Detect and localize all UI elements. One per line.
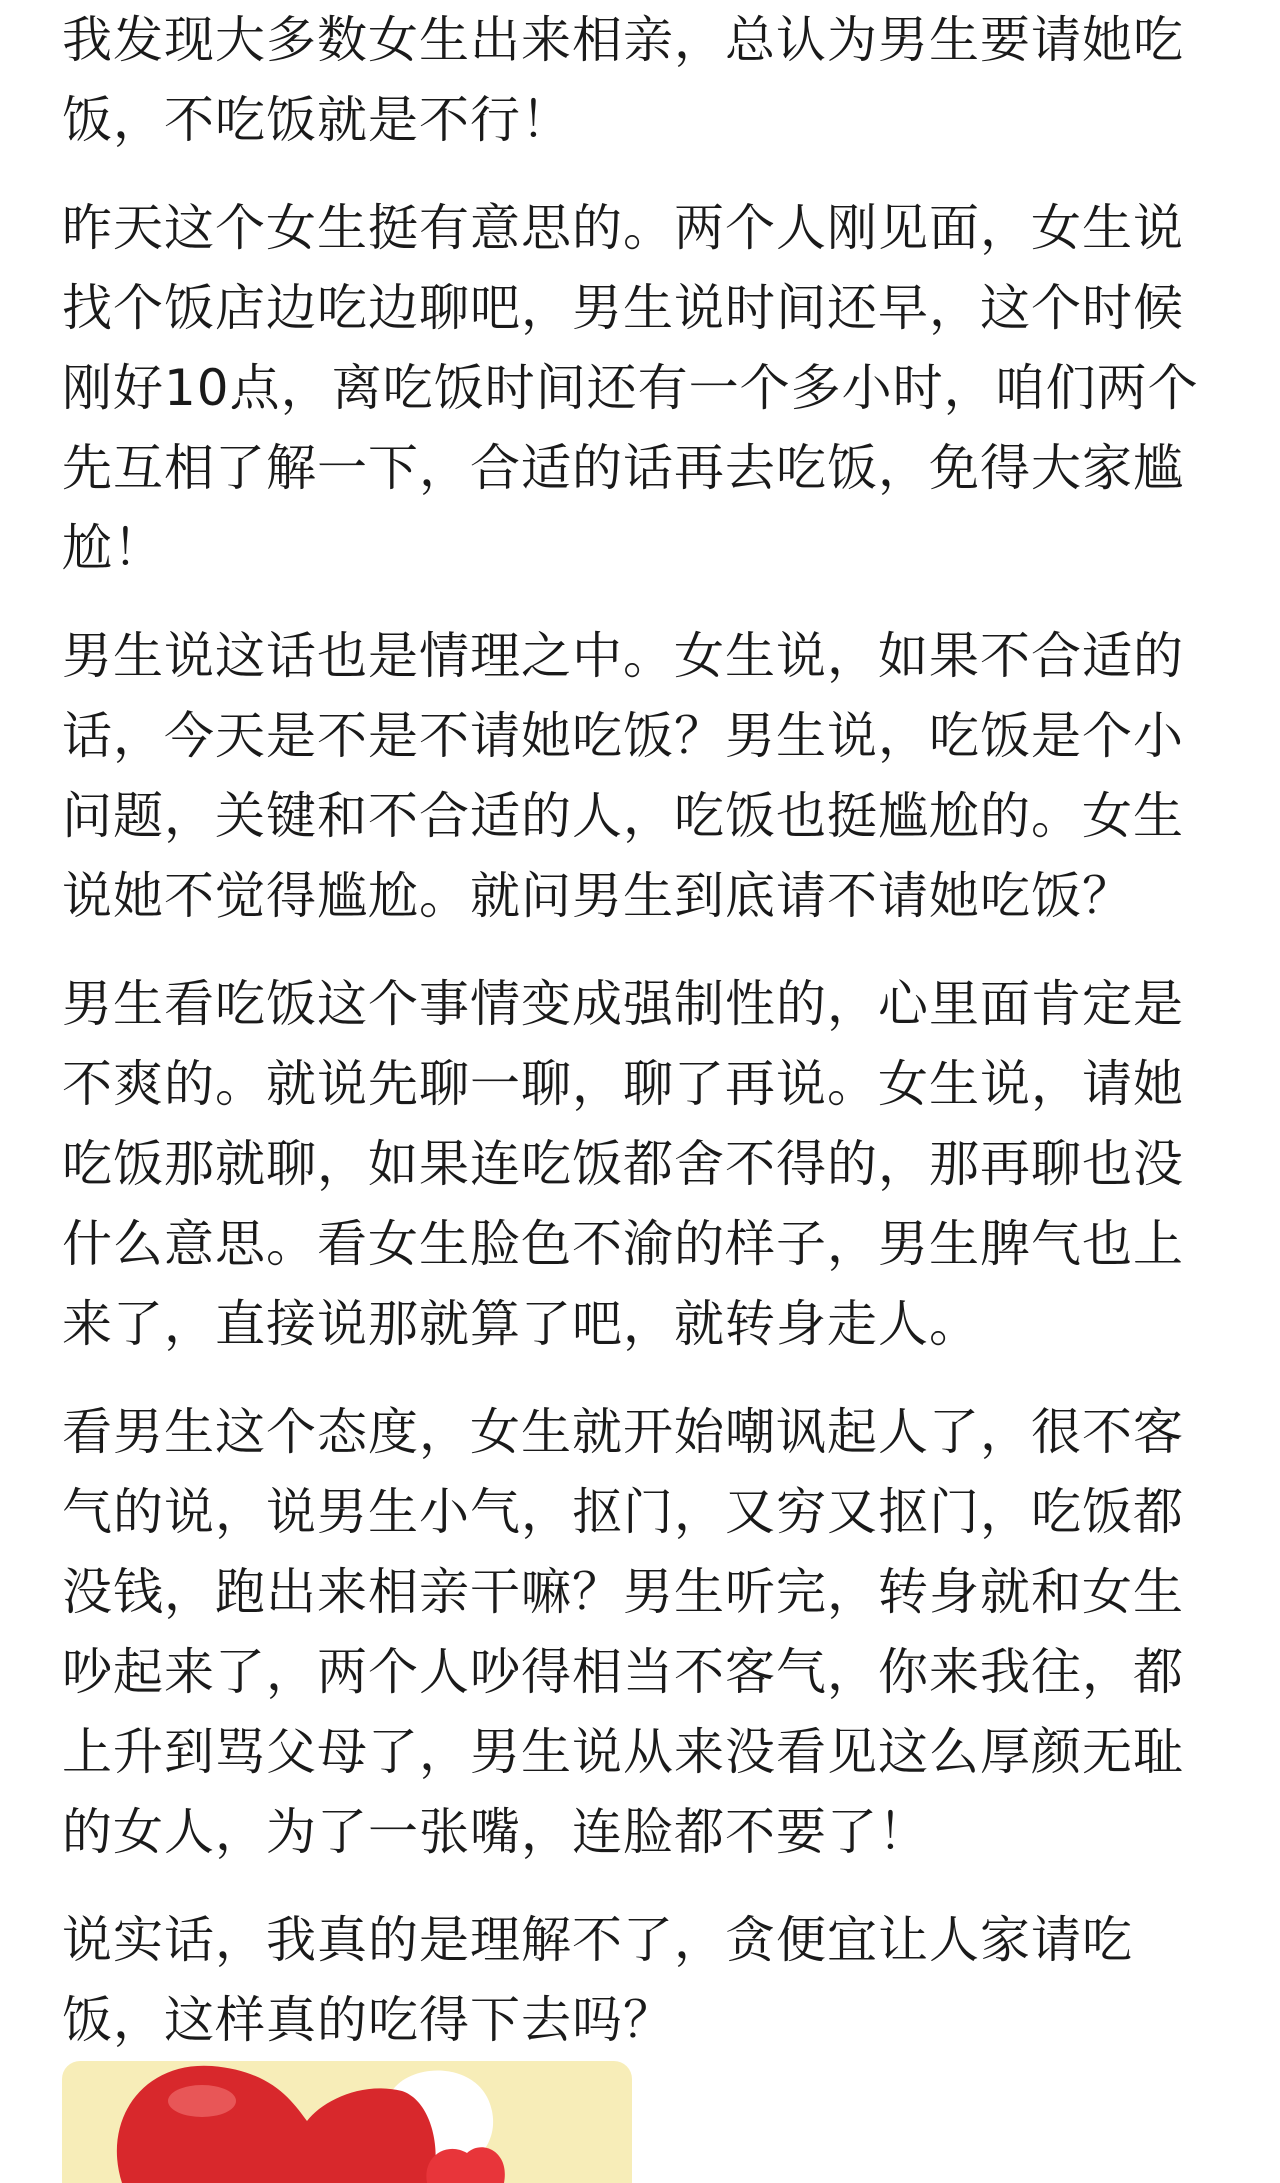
text-line: 吵起来了，两个人吵得相当不客气，你来我往，都 (62, 1643, 1184, 1701)
text-line: 的女人，为了一张嘴，连脸都不要了！ (62, 1803, 929, 1861)
text-line: 刚好10点，离吃饭时间还有一个多小时，咱们两个 (62, 359, 1199, 417)
paragraph-5 (62, 1392, 1222, 1872)
text-line: 我发现大多数女生出来相亲，总认为男生要请她吃 (62, 11, 1184, 69)
text-line: 看男生这个态度，女生就开始嘲讽起人了，很不客 (62, 1403, 1184, 1461)
heart-highlight (168, 2085, 236, 2117)
text-line: 话，今天是不是不请她吃饭？男生说，吃饭是个小 (62, 707, 1184, 765)
article-body (62, 0, 1222, 2060)
text-line: 气的说，说男生小气，抠门，又穷又抠门，吃饭都 (62, 1483, 1184, 1541)
text-line: 不爽的。就说先聊一聊，聊了再说。女生说，请她 (62, 1055, 1184, 1113)
text-line: 饭，这样真的吃得下去吗？ (62, 1991, 674, 2049)
text-line: 说她不觉得尴尬。就问男生到底请不请她吃饭？ (62, 867, 1133, 925)
paragraph-1 (62, 0, 1222, 160)
text-line: 什么意思。看女生脸色不渝的样子，男生脾气也上 (62, 1215, 1184, 1273)
text-line: 男生说这话也是情理之中。女生说，如果不合适的 (62, 627, 1184, 685)
text-line: 饭，不吃饭就是不行！ (62, 91, 572, 149)
big-red-heart (117, 2066, 436, 2183)
text-line: 吃饭那就聊，如果连吃饭都舍不得的，那再聊也没 (62, 1135, 1184, 1193)
paragraph-6 (62, 1900, 1222, 2060)
text-line: 先互相了解一下，合适的话再去吃饭，免得大家尴 (62, 439, 1184, 497)
paragraph-2 (62, 188, 1222, 588)
text-line: 找个饭店边吃边聊吧，男生说时间还早，这个时候 (62, 279, 1184, 337)
text-line: 昨天这个女生挺有意思的。两个人刚见面，女生说 (62, 199, 1184, 257)
article-image[interactable] (62, 2061, 632, 2183)
text-line: 男生看吃饭这个事情变成强制性的，心里面肯定是 (62, 975, 1184, 1033)
heart-icon (62, 2061, 632, 2183)
paragraph-4 (62, 964, 1222, 1364)
text-line: 问题，关键和不合适的人，吃饭也挺尴尬的。女生 (62, 787, 1184, 845)
text-line: 上升到骂父母了，男生说从来没看见这么厚颜无耻 (62, 1723, 1184, 1781)
text-line: 尬！ (62, 519, 164, 577)
text-line: 来了，直接说那就算了吧，就转身走人。 (62, 1295, 980, 1353)
text-line: 说实话，我真的是理解不了，贪便宜让人家请吃 (62, 1911, 1133, 1969)
text-line: 没钱，跑出来相亲干嘛？男生听完，转身就和女生 (62, 1563, 1184, 1621)
paragraph-3 (62, 616, 1222, 936)
